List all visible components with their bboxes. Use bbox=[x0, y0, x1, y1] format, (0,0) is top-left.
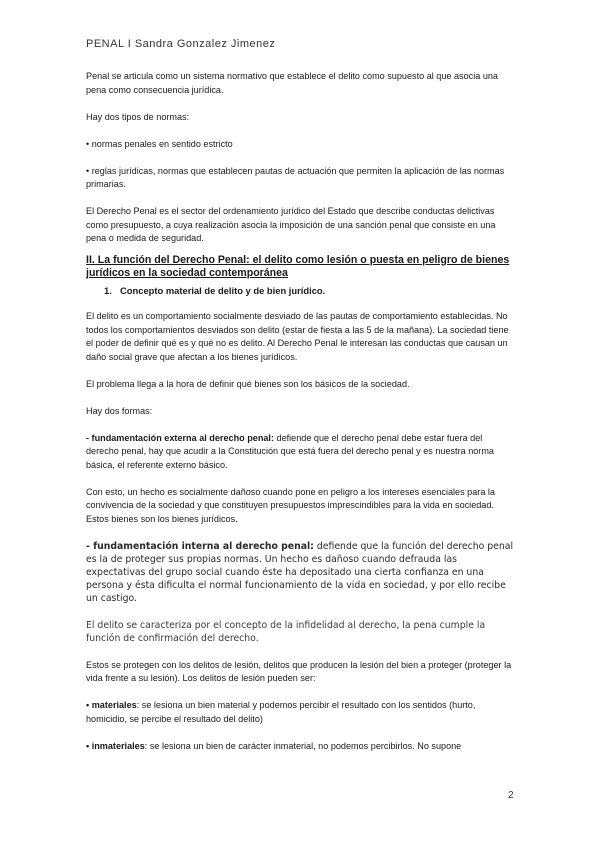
bullet-item: • reglas jurídicas, normas que establecen pautas de actuación que permiten la aplicación de las normas primarias. bbox=[86, 165, 505, 189]
bullet-item bbox=[86, 740, 516, 754]
bullet-item: • normas penales en sentido estricto bbox=[86, 138, 233, 149]
paragraph: El Derecho Penal es el sector del ordenamiento jurídico del Estado que describe conductas delictivas como presupuesto, a cuya realización asocia la imposición de una sanción penal que consiste en una pena o medida de seguridad. bbox=[86, 206, 496, 243]
subsection-title bbox=[104, 284, 516, 298]
term-materiales: • materiales bbox=[86, 700, 137, 711]
section-title: II. La función del Derecho Penal: el delito como lesión o puesta en peligro de bienes jurídicos en la sociedad contemporánea bbox=[86, 253, 510, 279]
paragraph: Estos se protegen con los delitos de lesión, delitos que producen la lesión del bien a proteger (proteger la vida frente a su lesión). Los delitos de lesión pueden ser: bbox=[86, 659, 512, 684]
paragraph-external-foundation bbox=[86, 432, 516, 473]
paragraph: Hay dos tipos de normas: bbox=[86, 111, 190, 122]
paragraph-text: : se lesiona un bien material y podemos percibir el resultado con los sentidos (hurto, homicidio, se percibe el resultado del delito) bbox=[86, 700, 476, 724]
paragraph: El problema llega a la hora de definir qué bienes son los básicos de la sociedad. bbox=[86, 378, 410, 389]
page-number: 2 bbox=[508, 790, 514, 801]
paragraph-text: defiende que la función del derecho penal es la de proteger sus propias normas. Un hecho es dañoso cuando defrauda las expectativas del grupo social cuando éste ha depositado una cierta confianza en una persona y ésta dificulta el normal funcionamiento de la vida en sociedad, y por ello recibe un castigo. bbox=[86, 540, 514, 605]
bullet-item bbox=[86, 699, 516, 726]
paragraph-internal-foundation bbox=[86, 540, 516, 606]
term-external: - fundamentación externa al derecho penal: bbox=[86, 432, 274, 443]
paragraph: Con esto, un hecho es socialmente dañoso cuando pone en peligro a los intereses esenciales para la convivencia de la sociedad y que constituyen presupuestos imprescindibles para la vida en sociedad. Estos bienes son los bienes jurídicos. bbox=[86, 486, 495, 524]
paragraph: El delito es un comportamiento socialmente desviado de las pautas de comportamiento establecidas. No todos los comportamientos desviados son delito (estar de fiesta a las 5 de la mañana). La sociedad tiene el poder de definir qué es y qué no es delito. Al Derecho Penal le interesan las conductas que causan un daño social grave que afectan a los bienes jurídicos. bbox=[86, 311, 509, 362]
paragraph: El delito se caracteriza por el concepto de la infidelidad al derecho, la pena cumple la función de confirmación del derecho. bbox=[86, 620, 486, 645]
subsection-number: 1. bbox=[104, 284, 112, 296]
paragraph: Penal se articula como un sistema normativo que establece el delito como supuesto al que asocia una pena como consecuencia jurídica. bbox=[86, 71, 498, 95]
paragraph-text: : se lesiona un bien de carácter inmaterial, no podemos percibirlos. No supone bbox=[144, 740, 462, 751]
term-inmateriales: • inmateriales bbox=[86, 740, 145, 751]
term-internal: - fundamentación interna al derecho penal: bbox=[86, 540, 314, 552]
page-content bbox=[86, 70, 516, 767]
subsection-label: Concepto material de delito y de bien jurídico. bbox=[120, 284, 326, 296]
page-header: PENAL I Sandra Gonzalez Jimenez bbox=[86, 38, 276, 50]
paragraph: Hay dos formas: bbox=[86, 405, 153, 416]
paragraph-text: defiende que el derecho penal debe estar fuera del derecho penal, hay que acudir a la Constitución que está fuera del derecho penal y es nuestra norma básica, el referente externo básico. bbox=[86, 432, 494, 470]
